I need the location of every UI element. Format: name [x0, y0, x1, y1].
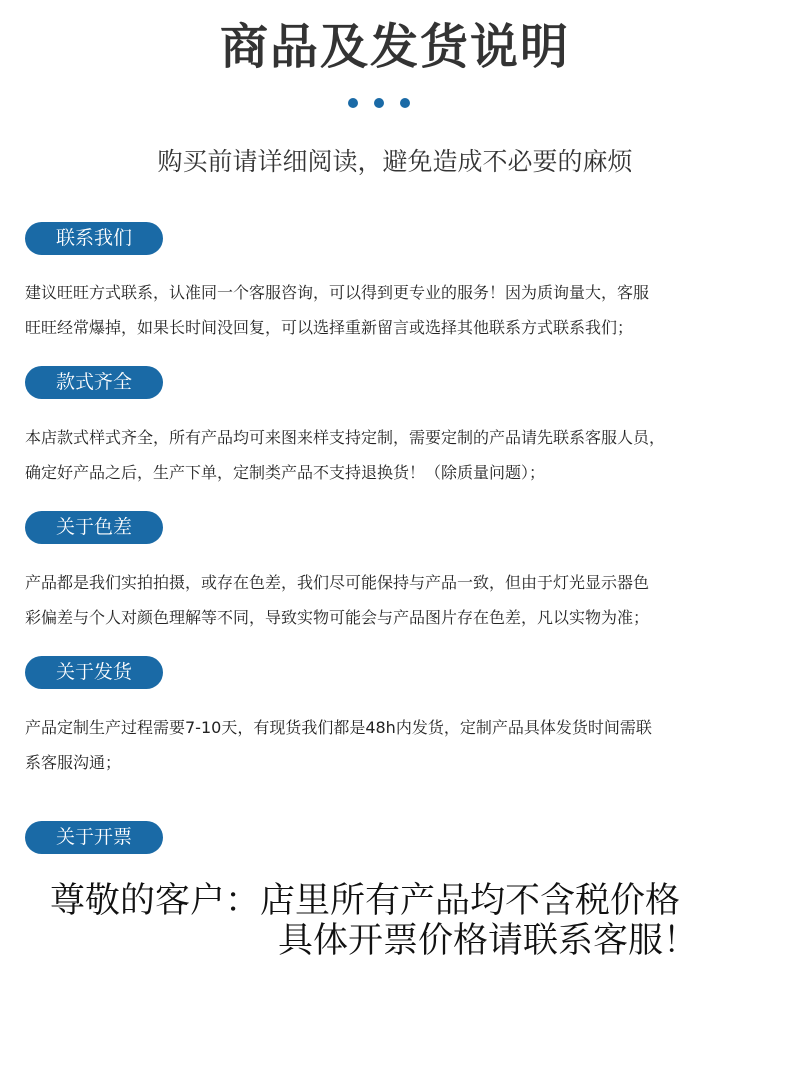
- section-badge-styles: 款式齐全: [25, 366, 163, 399]
- dot-icon: [374, 98, 384, 108]
- dot-icon: [348, 98, 358, 108]
- body-line: 产品都是我们实拍拍摄，或存在色差，我们尽可能保持与产品一致，但由于灯光显示器色: [25, 573, 650, 592]
- decorative-dots: [348, 98, 410, 108]
- body-line: 本店款式样式齐全，所有产品均可来图来样支持定制，需要定制的产品请先联系客服人员，: [25, 428, 666, 447]
- body-line: 系客服沟通；: [25, 753, 122, 772]
- body-line: 确定好产品之后，生产下单，定制类产品不支持退换货！（除质量问题）；: [25, 463, 546, 482]
- body-line: 建议旺旺方式联系，认准同一个客服咨询，可以得到更专业的服务！因为质询量大，客服: [25, 283, 650, 302]
- section-badge-contact: 联系我们: [25, 222, 163, 255]
- section-badge-invoice: 关于开票: [25, 821, 163, 854]
- invoice-notice-line-1: 尊敬的客户：店里所有产品均不含税价格: [50, 881, 681, 921]
- section-badge-shipping: 关于发货: [25, 656, 163, 689]
- body-line: 产品定制生产过程需要7-10天，有现货我们都是48h内发货，定制产品具体发货时间需联: [25, 718, 652, 737]
- invoice-notice-line-2: 具体开票价格请联系客服！: [278, 921, 699, 961]
- page-title: 商品及发货说明: [219, 19, 570, 75]
- body-line: 彩偏差与个人对颜色理解等不同，导致实物可能会与产品图片存在色差，凡以实物为准；: [25, 608, 650, 627]
- section-badge-color-difference: 关于色差: [25, 511, 163, 544]
- page-subtitle: 购买前请详细阅读，避免造成不必要的麻烦: [157, 147, 633, 176]
- dot-icon: [400, 98, 410, 108]
- body-line: 旺旺经常爆掉，如果长时间没回复，可以选择重新留言或选择其他联系方式联系我们；: [25, 318, 634, 337]
- section-body-styles: [25, 420, 770, 490]
- section-body-shipping: [25, 710, 770, 780]
- section-body-contact: [25, 275, 770, 345]
- section-body-color-difference: [25, 565, 770, 635]
